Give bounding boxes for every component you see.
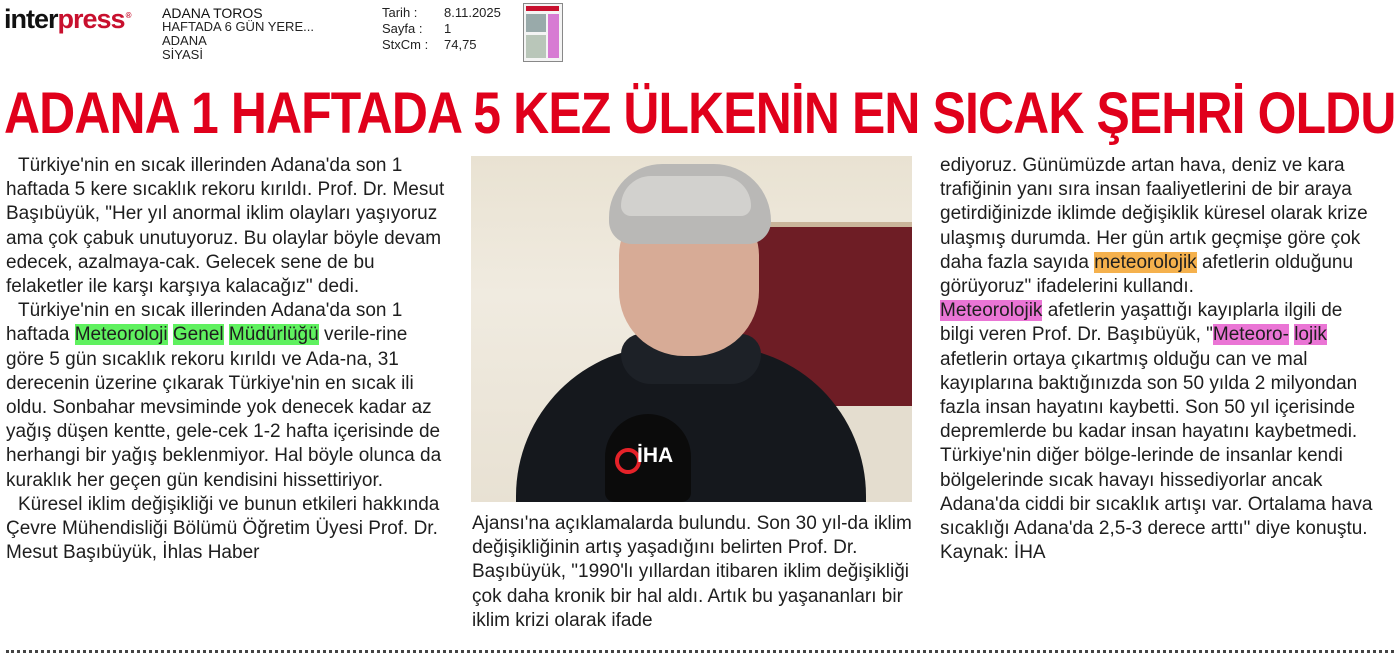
clipping-meta <box>382 5 501 53</box>
logo-registered-mark: ® <box>125 11 131 20</box>
paragraph-5-text-b: afetlerin olduğunu görüyoruz" ifadelerini kullandı. <box>940 251 1354 298</box>
logo-text-inter: inter <box>4 4 58 34</box>
clipping-category: SİYASİ <box>162 47 203 62</box>
date-label: Tarih : <box>382 5 418 20</box>
interpress-logo <box>4 4 130 35</box>
paragraph-6 <box>940 299 1380 541</box>
paragraph-5-text-a: ediyoruz. Günümüzde artan hava, deniz ve kara trafiğinin yanı sıra insan faaliyetlerini de bir araya getirdiğinizde iklimde değişiklik küresel olarak krize ulaşmış durumda. Her gün artık geçmişe göre çok daha fazla sayıda <box>940 155 1368 273</box>
highlight-genel: Genel <box>172 324 224 346</box>
paragraph-4: Ajansı'na açıklamalarda bulundu. Son 30 yıl-da iklim değişikliğinin artış yaşadığını belirten Prof. Dr. Başıbüyük, "1990'lı yıllardan itibaren iklim değişikliği çok daha kronik bir hal aldı. Artık bu yaşananları bir iklim krizi olarak ifade <box>472 513 912 631</box>
article-column-3 <box>940 154 1380 565</box>
highlight-meteoroloji: Meteoroloji <box>74 324 168 346</box>
highlight-mudurlugu: Müdürlüğü <box>228 324 319 346</box>
stxcm-row <box>382 37 501 53</box>
page-thumbnail[interactable] <box>523 3 563 62</box>
article-photo <box>471 156 912 502</box>
publication-name: ADANA TOROS <box>162 5 263 21</box>
page-row <box>382 21 501 37</box>
article-source: Kaynak: İHA <box>940 542 1046 564</box>
paragraph-2-text-b: verile-rine göre 5 gün sıcaklık rekoru kırıldı ve Ada-na, 31 derecenin üzerine çıkarak Türkiye'nin en sıcak ili oldu. Sonbahar mevsiminde yok denecek kadar az yağış düşen kentte, gele-cek 1-2 hafta içerisinde de herhangi bir yağış beklenmiyor. Hal böyle olunca da kuraklık her geçen gün kendisini hissettiriyor. <box>6 324 442 491</box>
paragraph-6-text-b: afetlerin ortaya çıkartmış olduğu can ve mal kayıplarına baktığınızda son 50 yılda 2 milyondan fazla insan hayatını kaybetti. Son 50 yıl içerisinde depremlerde bu kadar insan hayatını kaybetmedi. Türkiye'nin diğer bölge-lerinde de insanlar kendi bölgelerinde sıcak havayı hissediyorlar ancak Adana'da ciddi bir sıcaklık artışı var. Ortalama hava sıcaklığı Adana'da 2,5-3 derece arttı" diye konuştu. <box>940 348 1373 540</box>
page-label: Sayfa : <box>382 21 423 36</box>
clipping-headline: HAFTADA 6 GÜN YERE... <box>162 19 314 34</box>
paragraph-1: Türkiye'nin en sıcak illerinden Adana'da son 1 haftada 5 kere sıcaklık rekoru kırıldı. Prof. Dr. Mesut Başıbüyük, "Her yıl anormal iklim olayları yaşıyoruz ama çok çabuk unutuyoruz. Bu olaylar böyle devam edecek, azalmaya-cak. Gelecek sene de bu felaketler ile karşı karşıya kalacağız" dedi. <box>6 155 445 298</box>
mic-logo-text: İHA <box>637 444 674 467</box>
stxcm-value: 74,75 <box>444 37 477 52</box>
clipping-city: ADANA <box>162 33 207 48</box>
article-column-1 <box>6 154 450 565</box>
highlight-meteorolojik-pink-2b: lojik <box>1294 324 1327 346</box>
paragraph-3: Küresel iklim değişikliği ve bunun etkileri hakkında Çevre Mühendisliği Bölümü Öğretim Üyesi Prof. Dr. Mesut Başıbüyük, İhlas Haber <box>6 493 440 564</box>
article-column-2 <box>472 512 912 633</box>
logo-text-press: press <box>57 4 125 34</box>
highlight-meteorolojik-pink-2a: Meteoro- <box>1212 324 1289 346</box>
date-row <box>382 5 501 21</box>
highlight-meteorolojik-pink-1: Meteorolojik <box>940 300 1043 322</box>
highlight-meteorolojik-orange: meteorolojik <box>1094 251 1197 273</box>
paragraph-2 <box>6 299 450 493</box>
iha-microphone <box>605 414 691 502</box>
paragraph-6-text-a: afetlerin yaşattığı kayıplarla ilgili de bilgi veren Prof. Dr. Başıbüyük, " <box>940 300 1343 346</box>
article-headline: ADANA 1 HAFTADA 5 KEZ ÜLKENİN EN SICAK ŞEHRİ OLDU <box>4 81 1396 146</box>
paragraph-5 <box>940 154 1380 299</box>
stxcm-label: StxCm : <box>382 37 429 52</box>
bottom-dotted-divider <box>6 650 1394 653</box>
paragraph-2-text-a: Türkiye'nin en sıcak illerinden Adana'da son 1 haftada <box>6 300 403 346</box>
page-value: 1 <box>444 21 452 36</box>
date-value: 8.11.2025 <box>444 5 501 20</box>
clipping-info <box>162 6 314 62</box>
